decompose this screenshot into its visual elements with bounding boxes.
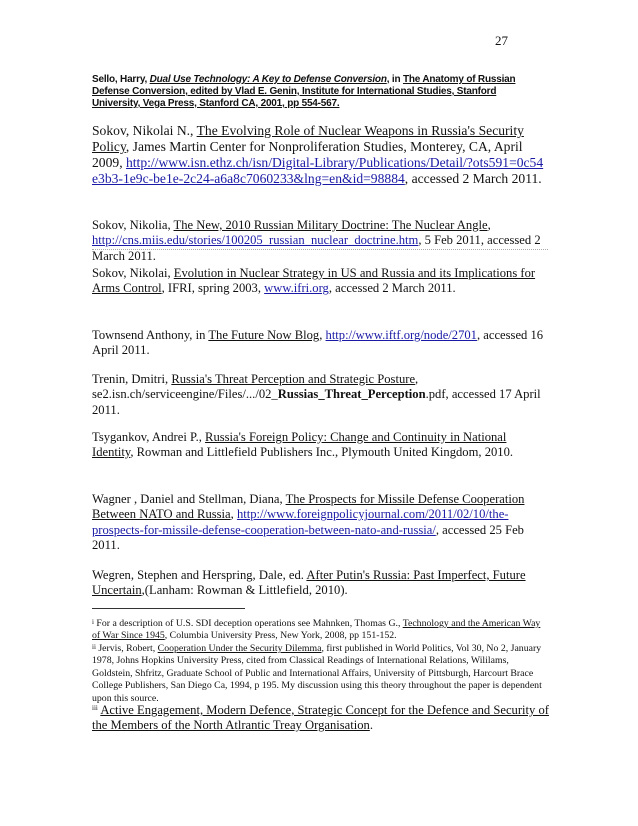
footnote-marker: i xyxy=(92,618,94,626)
entry-text: , xyxy=(230,507,237,522)
author: Tsygankov, Andrei P., xyxy=(92,430,206,444)
entry-townsend xyxy=(92,328,547,359)
footnote-separator xyxy=(92,608,245,609)
entry-text: ,(Lanham: Rowman & Littlefield, 2010). xyxy=(141,583,348,598)
entry-title: The New, 2010 Russian Military Doctrine: The Nuclear Angle xyxy=(173,218,488,232)
entry-text: , IFRI, spring 2003, xyxy=(161,281,265,296)
entry-text: , xyxy=(319,328,326,342)
author: Trenin, Dmitri, xyxy=(92,372,172,386)
entry-text: , James Martin Center for Nonproliferation Studies, Monterey, CA, April 2009, xyxy=(92,139,523,170)
entry-accessed: , accessed 25 Feb 2011. xyxy=(92,522,524,553)
entry-link[interactable]: http://www.iftf.org/node/2701 xyxy=(325,328,477,342)
entry-link[interactable]: http://cns.miis.edu/stories/100205_russian_nuclear_doctrine.htm xyxy=(92,233,419,248)
entry-title: Russia's Foreign Policy: Change and Continuity in National Identity xyxy=(92,430,507,460)
footnote-text: , first published in World Politics, Vol 30, No 2, January 1978, Johns Hopkins University Press, cited from Classical Readings of International Relations, Wililams, Goldstein, Shfritz, Graduate School of Public and International Affairs, University of Pittsburgh, Harcourt Brace College Publishers, San Diego Ca, 1994, p 195. My discussion using this theory throughout the paper is dependent upon this source. xyxy=(92,643,542,704)
entry-text: , se2.isn.ch/serviceengine/Files/.../02_ xyxy=(92,372,419,402)
book-title: The Anatomy of Russian Defense Conversion, edited by Vlad E. Genin, Institute for International Studies, Stanford University, Vega Press, Stanford CA, 2001, pp 554-567. xyxy=(92,74,516,109)
file-name-bold: Russias_Threat_Perception xyxy=(277,387,426,402)
entry-text: , Rowman and Littlefield Publishers Inc., Plymouth United Kingdom, 2010. xyxy=(130,445,514,460)
entry-title: After Putin's Russia: Past Imperfect, Future Uncertain xyxy=(92,568,526,598)
author: Townsend Anthony, in xyxy=(92,328,209,342)
entry-sokov-3 xyxy=(92,266,547,297)
entry-link[interactable]: http://www.isn.ethz.ch/isn/Digital-Library/Publications/Detail/?ots591=0c54e3b3-1e9c-be1e-2c24-a6a8c7060233&lng=en&id=98884 xyxy=(92,155,544,186)
entry-accessed: .pdf, accessed 17 April 2011. xyxy=(92,387,541,417)
footnote-1 xyxy=(92,618,550,643)
dotted-divider xyxy=(92,249,548,250)
entry-title: Russia's Threat Perception and Strategic Posture xyxy=(171,372,416,386)
entry-tsygankov xyxy=(92,430,547,461)
entry-link[interactable]: www.ifri.org xyxy=(264,281,329,296)
entry-title: The Future Now Blog xyxy=(208,328,320,342)
entry-title: Evolution in Nuclear Strategy in US and Russia and its Implications for Arms Control xyxy=(92,266,536,296)
entry-wagner xyxy=(92,492,547,554)
entry-text: , in xyxy=(386,74,403,85)
footnote-title: Cooperation Under the Security Dilemma xyxy=(157,643,322,654)
footnote-text: . xyxy=(369,718,373,732)
footnote-title: Active Engagement, Modern Defence, Strategic Concept for the Defence and Security of the Members of the North Atlrantic Treay Organisation xyxy=(92,703,549,732)
entry-title: The Prospects for Missile Defense Cooperation Between NATO and Russia xyxy=(92,492,525,522)
footnote-title: Technology and the American Way of War Since 1945 xyxy=(92,618,541,642)
footnote-text: , Columbia University Press, New York, 2008, pp 151-152. xyxy=(164,630,397,642)
entry-accessed: , accessed 2 March 2011. xyxy=(328,281,456,296)
entry-accessed: , accessed 2 March 2011. xyxy=(404,171,542,186)
footnote-marker: iii xyxy=(92,704,98,712)
entry-sokov-2 xyxy=(92,218,547,264)
author: Sello, Harry, xyxy=(92,74,150,85)
entry-title: Dual Use Technology: A Key to Defense Conversion xyxy=(149,74,387,85)
author: Sokov, Nikolia, xyxy=(92,218,174,232)
footnote-2 xyxy=(92,643,550,705)
footnote-marker: ii xyxy=(92,643,96,651)
entry-link[interactable]: http://www.foreignpolicyjournal.com/2011/02/10/the-prospects-for-missile-defense-cooperation-between-nato-and-russia/ xyxy=(92,507,509,537)
entry-title: The Evolving Role of Nuclear Weapons in Russia's Security Policy xyxy=(92,123,524,154)
entry-text: , xyxy=(487,218,491,232)
author: Wagner , Daniel and Stellman, Diana, xyxy=(92,492,286,506)
footnote-text: For a description of U.S. SDI deception operations see Mahnken, Thomas G., xyxy=(93,618,403,629)
page-number: 27 xyxy=(495,33,508,48)
entry-accessed: , accessed 16 April 2011. xyxy=(92,328,544,358)
entry-sokov-1 xyxy=(92,123,547,187)
author: Sokov, Nikolai, xyxy=(92,266,174,280)
footnote-text: Jervis, Robert, xyxy=(95,643,158,654)
footnote-3 xyxy=(92,703,550,733)
author: Sokov, Nikolai N., xyxy=(92,123,197,138)
author: Wegren, Stephen and Herspring, Dale, ed. xyxy=(92,568,307,582)
entry-sello xyxy=(92,74,547,110)
entry-wegren xyxy=(92,568,547,599)
entry-trenin xyxy=(92,372,547,418)
entry-accessed: , 5 Feb 2011, accessed 2 March 2011. xyxy=(92,233,541,263)
